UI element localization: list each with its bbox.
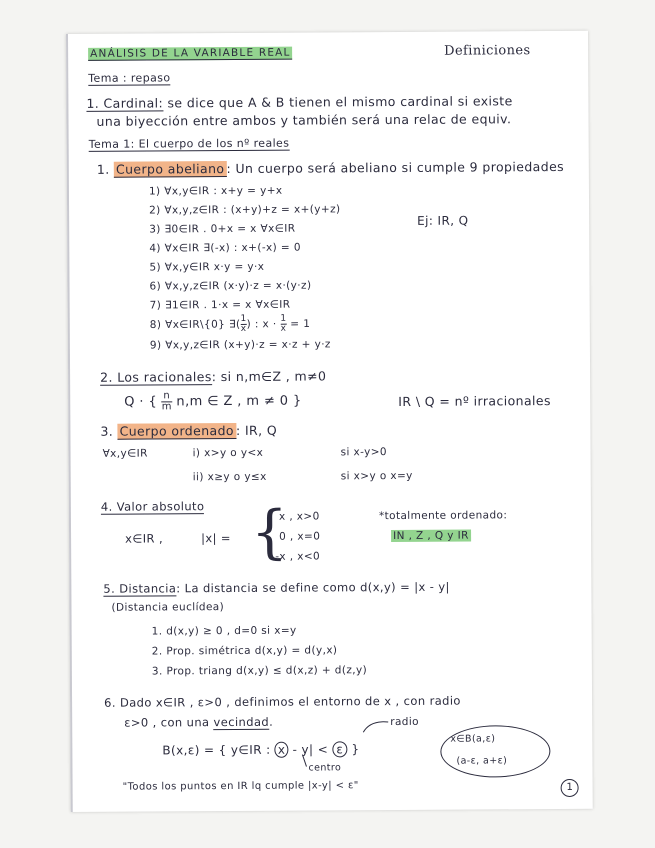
entorno-line2: ε>0 , con una vecindad.	[124, 714, 274, 730]
center-circle: x	[275, 742, 289, 758]
abeliano-prop-2: 2) ∀x,y,z∈IR : (x+y)+z = x+(y+z)	[149, 203, 341, 217]
abeliano-prop-4: 4) ∀x∈IR ∃(-x) : x+(-x) = 0	[149, 241, 301, 255]
page-heading-right: Definiciones	[444, 43, 531, 59]
page-number: 1	[561, 779, 579, 797]
abeliano-prop-9: 9) ∀x,y,z∈IR (x+y)·z = x·z + y·z	[149, 338, 331, 352]
distancia-text: : La distancia se define como d(x,y) = |x - y|	[176, 579, 450, 596]
radio-arrow	[363, 722, 388, 732]
radio-label: radio	[390, 715, 420, 729]
ordenado-label: Cuerpo ordenado	[117, 423, 236, 440]
ordenado-line1: i) x>y o y<x	[192, 446, 264, 460]
tema-repaso: Tema : repaso	[88, 71, 171, 85]
ordenado-line2-cond: si x>y o x=y	[340, 469, 413, 483]
absoluto-pre: x∈IR ,	[125, 531, 164, 546]
cardinal-text: se dice que A & B tienen el mismo cardinal si existe	[167, 93, 513, 111]
abeliano-prop-6: 6) ∀x,y,z∈IR (x·y)·z = x·(y·z)	[149, 279, 312, 293]
prop8-fraction: $\frac{1}{x}$	[240, 313, 247, 334]
vecindad-word: vecindad	[213, 714, 270, 730]
notebook-page	[66, 31, 593, 812]
totalmente-ordenado-sets: IN , Z , Q y IR	[393, 529, 469, 543]
abeliano-text: : Un cuerpo será abeliano si cumple 9 propiedades	[226, 158, 565, 177]
totalmente-ordenado-note: *totalmente ordenado:	[378, 509, 508, 523]
abeliano-num: 1.	[96, 161, 110, 177]
distancia-item-2: 2. Prop. simétrica d(x,y) = d(y,x)	[151, 644, 338, 658]
absoluto-heading: 4. Valor absoluto	[100, 499, 205, 514]
entorno-footer: "Todos los puntos en IR lq cumple |x-y| < ε"	[122, 780, 359, 793]
absoluto-lhs: |x| =	[201, 531, 231, 546]
abeliano-prop-1: 1) ∀x,y∈IR : x+y = y+x	[148, 184, 283, 198]
distancia-item-1: 1. d(x,y) ≥ 0 , d=0 si x=y	[151, 624, 297, 638]
oval-line1: x∈B(a,ε)	[450, 733, 496, 745]
prop8-rest: ) : x ·	[246, 318, 281, 331]
oval-line2: (a-ε, a+ε)	[456, 755, 508, 767]
absoluto-case-3: -x , x<0	[275, 550, 321, 563]
absoluto-case-1: x , x>0	[278, 510, 320, 523]
cardinal-line2: una biyección entre ambos y también será una relac de equiv.	[96, 111, 512, 129]
ordenado-heading: 3. Cuerpo ordenado : IR, Q	[100, 422, 278, 439]
racionales-label: 2. Los racionales	[100, 369, 212, 385]
racionales-text: : si n,m∈Z , m≠0	[211, 368, 327, 385]
ordenado-line2: ii) x≥y o y≤x	[192, 470, 267, 484]
prop8-start: 8) ∀x∈IR\{0} ∃(	[149, 318, 241, 331]
ordenado-prefix: ∀x,y∈IR	[102, 447, 148, 460]
absoluto-brace: {	[250, 497, 289, 566]
tema1-heading: Tema 1: El cuerpo de los nº reales	[88, 136, 290, 151]
absoluto-case-2: 0 , x=0	[279, 530, 321, 543]
annotation-arrows	[66, 31, 593, 812]
abeliano-label: Cuerpo abeliano	[114, 161, 227, 178]
distancia-label: 5. Distancia	[103, 581, 177, 596]
racionales-formula: Q · { $\frac{n}{m}$ n,m ∈ Z , m ≠ 0 }	[124, 390, 302, 413]
entorno-formula: B(x,ε) = { y∈IR : x - y| < ε }	[162, 742, 360, 758]
centro-arrow	[302, 755, 306, 767]
page-title: ANÁLISIS DE LA VARIABLE REAL	[88, 47, 293, 61]
ordenado-line1-cond: si x-y>0	[340, 446, 388, 459]
abeliano-prop-5: 5) ∀x,y∈IR x·y = y·x	[149, 260, 265, 274]
racionales-fraction: $\frac{n}{m}$	[161, 390, 172, 413]
entorno-line1: 6. Dado x∈IR , ε>0 , definimos el entorno de x , con radio	[104, 693, 461, 710]
prop8-end: = 1	[286, 318, 311, 331]
abeliano-prop-3: 3) ∃0∈IR . 0+x = x ∀x∈IR	[149, 222, 296, 236]
irracionales-note: IR \ Q = nº irracionales	[398, 393, 551, 409]
centro-label: centro	[308, 762, 342, 774]
abeliano-example: Ej: IR, Q	[417, 213, 469, 228]
cardinal-label: 1. Cardinal:	[86, 95, 164, 111]
distancia-item-3: 3. Prop. triang d(x,y) ≤ d(x,z) + d(z,y)	[151, 664, 368, 678]
prop8-fraction-2: $\frac{1}{x}$	[280, 313, 287, 334]
distancia-sub: (Distancia euclídea)	[111, 601, 225, 614]
epsilon-circle: ε	[332, 741, 347, 757]
abeliano-prop-7: 7) ∃1∈IR . 1·x = x ∀x∈IR	[149, 298, 291, 312]
ordenado-text: : IR, Q	[235, 422, 278, 438]
